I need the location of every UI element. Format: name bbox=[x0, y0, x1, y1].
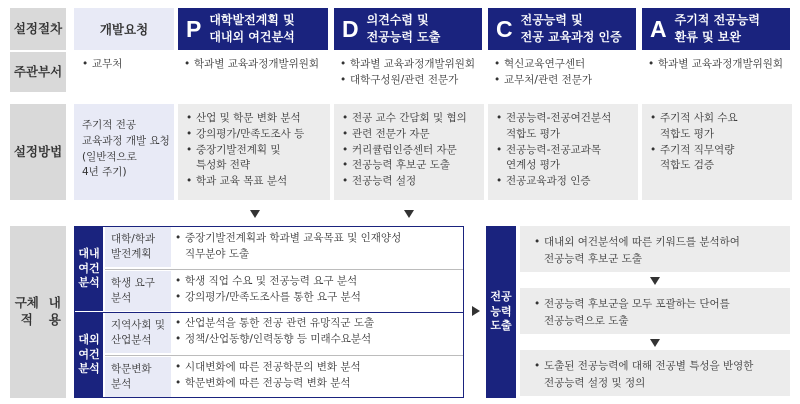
row-label-detail: 구체적 내용 bbox=[10, 226, 66, 398]
row-label-method: 설정 방법 bbox=[10, 104, 66, 200]
method-cell-request: 주기적 전공 교육과정 개발 요청 (일반적으로 4년 주기) bbox=[74, 104, 174, 200]
phase-letter: P bbox=[186, 15, 202, 42]
department-cell-d: • 학과별 교육과정개발위원회 • 대학구성원/관련 전문가 bbox=[334, 52, 484, 92]
analysis-row-label: 학생 요구 분석 bbox=[105, 271, 171, 311]
analysis-side-internal: 대내 여건 분석 bbox=[75, 227, 103, 311]
analysis-row-label: 대학/학과 발전계획 bbox=[105, 227, 171, 267]
arrow-down-icon bbox=[650, 277, 660, 285]
phase-header-a bbox=[642, 8, 790, 50]
analysis-side-external: 대외 여건 분석 bbox=[75, 313, 103, 397]
department-cell-c: • 혁신교육연구센터 • 교무처/관련 전문가 bbox=[488, 52, 638, 92]
phase-title: 전공능력 및 전공 교육과정 인증 bbox=[520, 13, 622, 44]
method-cell-a: • 주기적 사회 수요 적합도 평가 • 주기적 직무역량 적합도 검증 bbox=[642, 104, 792, 200]
phase-letter: C bbox=[496, 15, 513, 42]
phase-header-p bbox=[178, 8, 328, 50]
phase-title: 주기적 전공능력 환류 및 보완 bbox=[674, 13, 760, 44]
department-cell-request: • 교무처 bbox=[74, 52, 174, 92]
row-label-department: 주관 부서 bbox=[10, 52, 66, 92]
phase-title: 대학발전계획 및 대내외 여건분석 bbox=[209, 13, 295, 44]
method-cell-c: • 전공능력-전공여건분석 적합도 평가 • 전공능력-전공교과목 연계성 평가 • 전공교육과정 인증 bbox=[488, 104, 638, 200]
analysis-table bbox=[74, 226, 464, 398]
phase-title: 의견수렴 및 전공능력 도출 bbox=[366, 13, 441, 44]
analysis-row-label: 학문변화 분석 bbox=[105, 357, 171, 397]
row-label-procedure: 설정 절차 bbox=[10, 8, 66, 50]
analysis-row-content: • 중장기발전계획과 학과별 교육목표 및 인재양성 직무분야 도출 bbox=[175, 231, 461, 267]
phase-header-request: 개발요청 bbox=[74, 8, 174, 50]
analysis-row-content: • 산업분석을 통한 전공 관련 유망직군 도출 • 정책/산업동향/인력동향 등 미래수요분석 bbox=[175, 316, 461, 352]
arrow-down-icon bbox=[250, 210, 260, 218]
analysis-row-content: • 시대변화에 따른 전공학문의 변화 분석 • 학문변화에 따른 전공능력 변화 분석 bbox=[175, 360, 461, 396]
derivation-side-label: 전공 능력 도출 bbox=[486, 226, 516, 398]
phase-header-c bbox=[488, 8, 636, 50]
phase-letter: A bbox=[650, 15, 667, 42]
analysis-row-label: 지역사회 및 산업분석 bbox=[105, 313, 171, 353]
phase-header-d bbox=[334, 8, 482, 50]
derivation-step-2: • 전공능력 후보군을 모두 포괄하는 단어를 전공능력으로 도출 bbox=[520, 288, 790, 334]
derivation-step-3: • 도출된 전공능력에 대해 전공별 특성을 반영한 전공능력 설정 및 정의 bbox=[520, 350, 790, 396]
analysis-row-content: • 학생 직업 수요 및 전공능력 요구 분석 • 강의평가/만족도조사를 통한 요구 분석 bbox=[175, 274, 461, 310]
row-divider bbox=[105, 355, 463, 356]
derivation-step-1: • 대내외 여건분석에 따른 키워드를 분석하여 전공능력 후보군 도출 bbox=[520, 226, 790, 272]
method-cell-d: • 전공 교수 간담회 및 협의 • 관련 전문가 자문 • 커리큘럼인증센터 자문 • 전공능력 후보군 도출 • 전공능력 설정 bbox=[334, 104, 484, 200]
row-divider bbox=[105, 269, 463, 270]
method-cell-p: • 산업 및 학문 변화 분석 • 강의평가/만족도조사 등 • 중장기발전계획 및 특성화 전략 • 학과 교육 목표 분석 bbox=[178, 104, 330, 200]
arrow-right-icon bbox=[472, 306, 480, 316]
department-cell-p: • 학과별 교육과정개발위원회 bbox=[178, 52, 330, 92]
arrow-down-icon bbox=[650, 339, 660, 347]
arrow-down-icon bbox=[404, 210, 414, 218]
phase-letter: D bbox=[342, 15, 359, 42]
department-cell-a: • 학과별 교육과정개발위원회 bbox=[642, 52, 792, 92]
